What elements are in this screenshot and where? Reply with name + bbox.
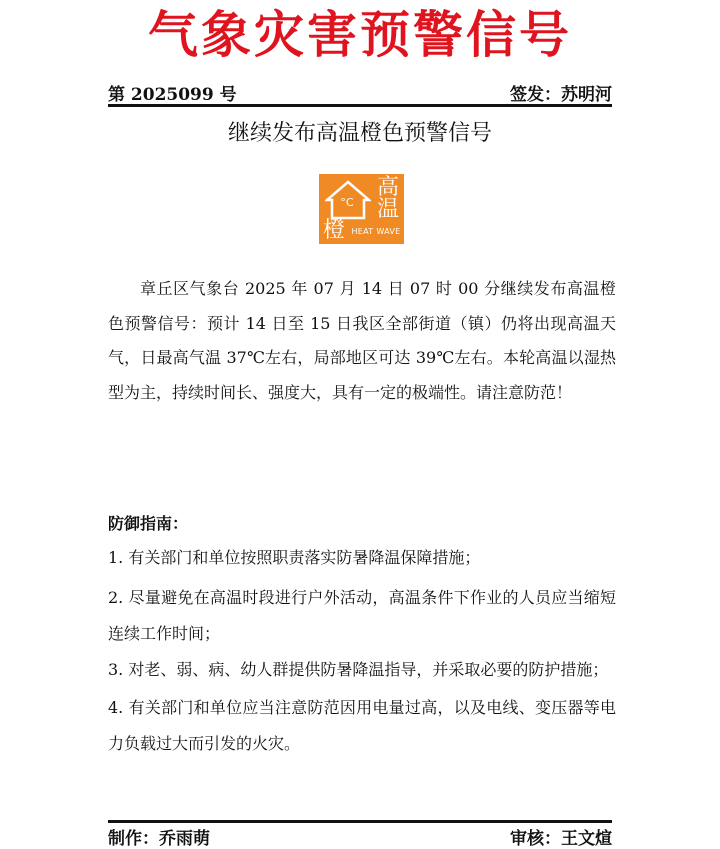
signal-char-top: 高 bbox=[376, 175, 399, 200]
signal-english-label: HEAT WAVE bbox=[351, 227, 401, 236]
heat-wave-orange-signal-icon bbox=[319, 174, 404, 244]
document-title: 继续发布高温橙色预警信号 bbox=[227, 121, 492, 146]
guide-item: 1. 有关部门和单位按照职责落实防暑降温保障措施； bbox=[108, 548, 481, 567]
document-header-title: 气象灾害预警信号 bbox=[148, 6, 572, 64]
meta-row bbox=[108, 80, 612, 104]
producer-label: 制作：乔雨萌 bbox=[108, 829, 210, 849]
temperature-symbol: °C bbox=[340, 196, 354, 209]
guide-item: 2. 尽量避免在高温时段进行户外活动，高温条件下作业的人员应当缩短连续工作时间； bbox=[108, 588, 616, 643]
document-number: 第 2025099 号 bbox=[108, 85, 237, 105]
signal-char-bottom: 温 bbox=[376, 197, 399, 222]
warning-paragraph: 章丘区气象台 2025 年 07 月 14 日 07 时 00 分继续发布高温橙色预警信号：预计 14 日至 15 日我区全部街道（镇）仍将出现高温天气，日最高气温 37℃左右，局部地区可达 39℃左右。本轮高温以湿热型为主，持续时间长、强度大，具有一定的极端性。请注意防范！ bbox=[108, 279, 616, 402]
reviewer-label: 审核：王文煊 bbox=[510, 829, 612, 849]
guide-item: 3. 对老、弱、病、幼人群提供防暑降温指导，并采取必要的防护措施； bbox=[108, 660, 609, 679]
issuer-label: 签发：苏明河 bbox=[510, 85, 612, 105]
footer-row bbox=[108, 822, 612, 848]
guide-item: 4. 有关部门和单位应当注意防范因用电量过高，以及电线、变压器等电力负载过大而引发的火灾。 bbox=[108, 698, 616, 753]
signal-level-char: 橙 bbox=[322, 218, 345, 243]
guide-heading: 防御指南： bbox=[108, 514, 189, 533]
top-divider bbox=[108, 104, 612, 107]
